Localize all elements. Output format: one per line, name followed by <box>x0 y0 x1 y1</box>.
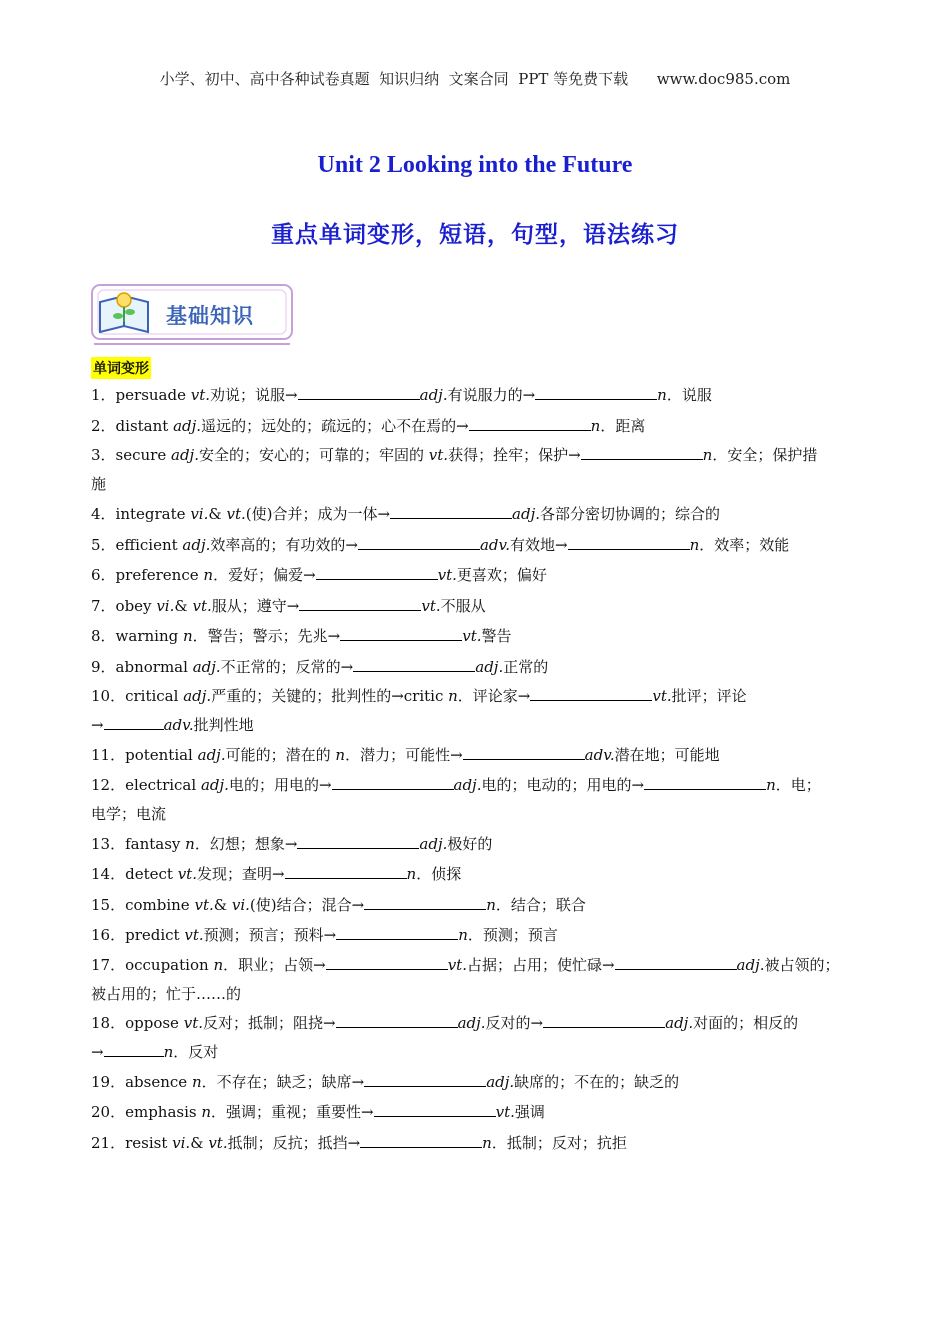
item-text: 15．combine <box>91 895 190 914</box>
item-text: ．评论家→ <box>457 687 531 705</box>
pos-label: vt. <box>190 386 211 404</box>
pos-label: adj. <box>419 386 448 404</box>
item-text: 18．oppose <box>91 1013 179 1032</box>
list-item <box>91 380 861 411</box>
item-text: 19．absence <box>91 1072 188 1091</box>
item-text: ．侦探 <box>416 865 462 883</box>
item-text: 6．preference <box>91 566 199 584</box>
answer-blank[interactable] <box>463 745 585 760</box>
list-item <box>91 621 861 652</box>
item-text: 被占用的；忙于……的 <box>91 984 242 1003</box>
item-text: 10．critical <box>91 687 179 705</box>
answer-blank[interactable] <box>360 1133 482 1148</box>
item-text: 潜在地；可能地 <box>614 746 720 764</box>
pos-label: n <box>183 627 193 645</box>
item-text: 强调 <box>514 1103 545 1121</box>
item-text: 7．obey <box>91 596 152 615</box>
pos-label: adj. <box>183 687 212 705</box>
list-item <box>91 499 861 530</box>
page-title: Unit 2 Looking into the Future <box>317 152 633 178</box>
item-text: 14．detect <box>91 865 173 883</box>
pos-label: vt. <box>177 865 197 883</box>
pos-label: vt. <box>447 955 467 974</box>
list-item <box>91 771 861 829</box>
item-text: & <box>213 895 232 914</box>
pos-label: n <box>203 566 214 584</box>
pos-label: vi. <box>190 505 209 523</box>
list-item <box>91 920 861 951</box>
pos-label: adj. <box>173 416 202 435</box>
item-text: 服从；遵守→ <box>211 596 300 615</box>
pos-label: n <box>702 446 713 464</box>
item-text: & <box>174 596 193 615</box>
answer-blank[interactable] <box>297 834 419 849</box>
item-text: ．结合；联合 <box>495 895 586 914</box>
list-item <box>91 1067 861 1098</box>
item-text: & <box>208 505 227 523</box>
pos-label: vt. <box>194 895 214 914</box>
item-text: 抵制；反抗；抵挡→ <box>227 1133 361 1152</box>
pos-label: n <box>482 1133 492 1152</box>
section-label: 单词变形 <box>91 357 151 379</box>
item-text: 警告 <box>481 627 512 645</box>
list-item <box>91 441 861 499</box>
list-item <box>91 859 861 890</box>
pos-label: adv. <box>479 535 510 554</box>
answer-blank[interactable] <box>104 715 164 730</box>
pos-label: vt. <box>226 505 246 523</box>
answer-blank[interactable] <box>390 504 512 519</box>
pos-label: n <box>213 955 224 974</box>
pos-label: adj. <box>192 657 221 676</box>
item-text: 反对；抵制；阻挠→ <box>203 1013 336 1032</box>
item-text: ．幻想；想象→ <box>194 834 298 853</box>
answer-blank[interactable] <box>285 864 407 879</box>
section-badge <box>90 282 296 348</box>
item-text: 13．fantasy <box>91 834 181 853</box>
item-text: (使)合并；成为一体→ <box>245 505 391 523</box>
pos-label: adj. <box>200 775 229 794</box>
item-text: 各部分密切协调的；综合的 <box>540 505 721 523</box>
item-text: ．警告；警示；先兆→ <box>192 627 341 645</box>
item-text: 极好的 <box>447 834 493 853</box>
item-text: 9．abnormal <box>91 657 188 676</box>
pos-label: adj. <box>453 775 482 794</box>
list-item <box>91 652 861 683</box>
item-text: 施 <box>91 475 107 493</box>
item-text: 占据；占用；使忙碌→ <box>466 955 615 974</box>
item-text: 5．efficient <box>91 535 178 554</box>
item-text: 效率高的；有功效的→ <box>210 535 358 554</box>
answer-blank[interactable] <box>581 445 703 460</box>
answer-blank[interactable] <box>299 596 421 611</box>
item-text: ．距离 <box>600 416 646 435</box>
list-item <box>91 890 861 921</box>
item-text: ．反对 <box>173 1042 219 1061</box>
list-item <box>91 829 861 860</box>
pos-label: vt. <box>428 446 449 464</box>
item-text: 21．resist <box>91 1133 168 1152</box>
pos-label: n <box>185 834 195 853</box>
pos-label: adj. <box>665 1013 694 1032</box>
answer-blank[interactable] <box>374 1102 496 1117</box>
item-text: 反对的→ <box>485 1013 544 1032</box>
item-text: ．不存在；缺乏；缺席→ <box>201 1072 365 1091</box>
answer-blank[interactable] <box>298 385 420 400</box>
page-subtitle: 重点单词变形，短语，句型，语法练习 <box>271 222 679 248</box>
pos-label: n <box>590 416 601 435</box>
item-text: 有说服力的→ <box>447 386 536 404</box>
pos-label: adj. <box>486 1072 515 1091</box>
item-text: 正常的 <box>503 657 549 676</box>
item-text: 缺席的；不在的；缺乏的 <box>514 1072 680 1091</box>
item-text: 20．emphasis <box>91 1103 197 1121</box>
answer-blank[interactable] <box>364 1072 486 1087</box>
item-text: 批评；评论 <box>671 687 747 705</box>
answer-blank[interactable] <box>358 535 480 550</box>
item-text: 8．warning <box>91 627 179 645</box>
item-text: 电的；电动的；用电的→ <box>481 775 645 794</box>
pos-label: adj. <box>182 535 211 554</box>
answer-blank[interactable] <box>336 1013 458 1028</box>
item-text: 12．electrical <box>91 775 197 794</box>
answer-blank[interactable] <box>615 955 737 970</box>
pos-label: vt. <box>652 687 672 705</box>
item-text: → <box>91 716 104 734</box>
answer-blank[interactable] <box>530 686 652 701</box>
pos-label: adj. <box>736 955 765 974</box>
item-text: 劝说；说服→ <box>210 386 298 404</box>
item-text: 被占领的； <box>764 955 840 974</box>
pos-label: vt. <box>183 1013 203 1032</box>
item-text: 发现；查明→ <box>196 865 285 883</box>
pos-label: vt. <box>192 596 212 615</box>
pos-label: vi. <box>231 895 250 914</box>
answer-blank[interactable] <box>332 775 454 790</box>
pos-label: vt. <box>208 1133 228 1152</box>
item-text: & <box>190 1133 209 1152</box>
answer-blank[interactable] <box>336 925 458 940</box>
item-text: ．安全；保护措 <box>712 446 818 464</box>
item-text: 16．predict <box>91 926 180 944</box>
pos-label: n <box>766 775 776 794</box>
answer-blank[interactable] <box>104 1042 164 1057</box>
item-text: → <box>91 1042 104 1061</box>
item-text: 3．secure <box>91 446 167 464</box>
pos-label: adj. <box>419 834 448 853</box>
item-text: ．强调；重视；重要性→ <box>211 1103 374 1121</box>
item-text: 预测；预言；预料→ <box>203 926 337 944</box>
item-text: ．爱好；偏爱→ <box>213 566 316 584</box>
pos-label: adj. <box>197 746 226 764</box>
list-item <box>91 740 861 771</box>
item-text: 电学；电流 <box>91 804 167 823</box>
pos-label: vi. <box>172 1133 191 1152</box>
pos-label: n <box>406 865 417 883</box>
answer-blank[interactable] <box>353 657 475 672</box>
item-text: 不正常的；反常的→ <box>220 657 354 676</box>
list-item <box>91 1097 861 1128</box>
list-item <box>91 411 861 442</box>
pos-label: n <box>657 386 667 404</box>
answer-blank[interactable] <box>316 565 438 580</box>
item-text: 对面的；相反的 <box>693 1013 799 1032</box>
item-text: 有效地→ <box>509 535 568 554</box>
item-text: 17．occupation <box>91 955 209 974</box>
item-text: ．预测；预言 <box>467 926 558 944</box>
answer-blank[interactable] <box>340 626 462 641</box>
item-text: 4．integrate <box>91 505 186 523</box>
exercise-list <box>91 380 861 1158</box>
pos-label: vt. <box>495 1103 515 1121</box>
item-text: 不服从 <box>440 596 486 615</box>
list-item <box>91 951 861 1009</box>
pos-label: n <box>163 1042 174 1061</box>
item-text: 电的；用电的→ <box>228 775 332 794</box>
pos-label: n <box>458 926 468 944</box>
item-text: 1．persuade <box>91 386 186 404</box>
pos-label: adj. <box>457 1013 486 1032</box>
pos-label: vt. <box>462 627 482 645</box>
pos-label: adj. <box>475 657 504 676</box>
item-text: ．潜力；可能性→ <box>345 746 463 764</box>
list-item <box>91 682 861 740</box>
item-text: 2．distant <box>91 416 169 435</box>
pos-label: n <box>201 1103 212 1121</box>
pos-label: vi. <box>156 596 175 615</box>
list-item <box>91 1128 861 1159</box>
pos-label: adj. <box>171 446 199 464</box>
answer-blank[interactable] <box>644 775 766 790</box>
pos-label: adv. <box>584 746 615 764</box>
answer-blank[interactable] <box>568 535 690 550</box>
pos-label: n <box>486 895 496 914</box>
item-text: 可能的；潜在的 <box>225 746 331 764</box>
item-text: 遥远的；远处的；疏远的；心不在焉的→ <box>201 416 469 435</box>
answer-blank[interactable] <box>543 1013 665 1028</box>
list-item <box>91 591 861 622</box>
item-text: ．职业；占领→ <box>223 955 326 974</box>
item-text: 批判性地 <box>193 716 254 734</box>
item-text: 安全的；安心的；可靠的；牢固的 <box>198 446 424 464</box>
answer-blank[interactable] <box>469 416 591 431</box>
pos-label: n <box>689 535 700 554</box>
answer-blank[interactable] <box>326 955 448 970</box>
list-item <box>91 530 861 561</box>
pos-label: vt. <box>437 566 457 584</box>
pos-label: n <box>335 746 346 764</box>
pos-label: vt. <box>421 596 441 615</box>
item-text: ．电； <box>775 775 821 794</box>
page-header: 小学、初中、高中各种试卷真题 知识归纳 文案合同 PPT 等免费下载 www.doc985.com <box>159 70 791 88</box>
pos-label: vt. <box>184 926 204 944</box>
pos-label: n <box>191 1072 202 1091</box>
answer-blank[interactable] <box>364 895 486 910</box>
item-text: ．说服 <box>666 386 712 404</box>
item-text: (使)结合；混合→ <box>249 895 365 914</box>
pos-label: n <box>448 687 458 705</box>
list-item <box>91 560 861 591</box>
item-text: ．效率；效能 <box>699 535 790 554</box>
answer-blank[interactable] <box>535 385 657 400</box>
list-item <box>91 1009 861 1067</box>
pos-label: adj. <box>512 505 541 523</box>
item-text: 更喜欢；偏好 <box>456 566 547 584</box>
item-text: 严重的；关键的；批判性的→critic <box>211 687 449 705</box>
item-text: 11．potential <box>91 746 193 764</box>
item-text: 获得；拴牢；保护→ <box>448 446 581 464</box>
badge-label: 基础知识 <box>166 304 254 328</box>
pos-label: adv. <box>163 716 194 734</box>
item-text: ．抵制；反对；抗拒 <box>491 1133 627 1152</box>
